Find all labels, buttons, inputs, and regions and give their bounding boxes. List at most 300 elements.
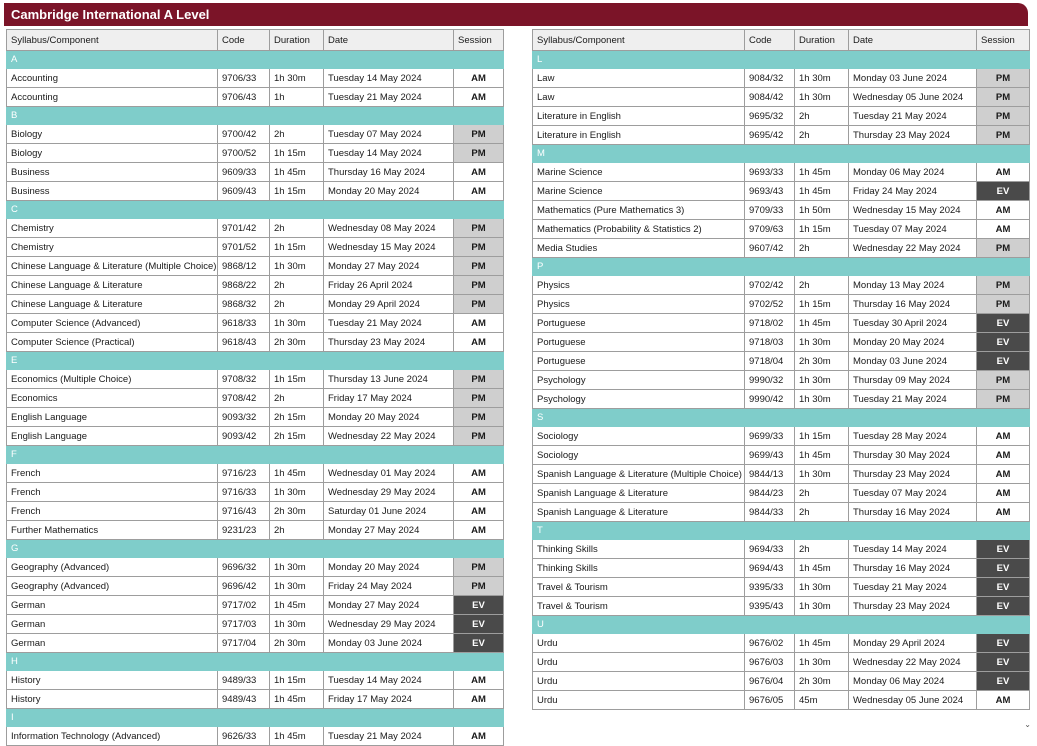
date-cell: Tuesday 14 May 2024 xyxy=(324,671,454,690)
date-cell: Thursday 30 May 2024 xyxy=(849,446,977,465)
syllabus-cell: History xyxy=(7,671,218,690)
syllabus-cell: Mathematics (Pure Mathematics 3) xyxy=(533,201,745,220)
duration-cell: 1h 30m xyxy=(795,597,849,616)
letter-label: L xyxy=(533,51,1030,69)
date-cell: Thursday 16 May 2024 xyxy=(324,163,454,182)
duration-cell: 1h 15m xyxy=(270,182,324,201)
syllabus-cell: Sociology xyxy=(533,427,745,446)
duration-cell: 2h xyxy=(795,239,849,258)
session-cell: AM xyxy=(454,671,504,690)
code-cell: 9709/33 xyxy=(745,201,795,220)
syllabus-cell: Literature in English xyxy=(533,126,745,145)
duration-cell: 2h 30m xyxy=(270,634,324,653)
code-cell: 9693/33 xyxy=(745,163,795,182)
date-cell: Tuesday 21 May 2024 xyxy=(324,727,454,746)
duration-cell: 2h xyxy=(795,276,849,295)
date-cell: Monday 03 June 2024 xyxy=(324,634,454,653)
date-cell: Wednesday 15 May 2024 xyxy=(324,238,454,257)
syllabus-cell: French xyxy=(7,464,218,483)
date-cell: Friday 26 April 2024 xyxy=(324,276,454,295)
code-cell: 9718/02 xyxy=(745,314,795,333)
duration-cell: 1h 30m xyxy=(795,333,849,352)
syllabus-cell: Chinese Language & Literature (Multiple Choice) xyxy=(7,257,218,276)
timetable-right xyxy=(532,29,1030,710)
duration-cell: 1h 45m xyxy=(795,634,849,653)
table-row xyxy=(533,597,1030,616)
table-row xyxy=(7,483,504,502)
table-row xyxy=(7,671,504,690)
syllabus-cell: Physics xyxy=(533,276,745,295)
syllabus-cell: French xyxy=(7,483,218,502)
table-row xyxy=(7,163,504,182)
table-row xyxy=(7,558,504,577)
table-row xyxy=(533,559,1030,578)
syllabus-cell: French xyxy=(7,502,218,521)
table-row xyxy=(7,596,504,615)
session-cell: AM xyxy=(454,88,504,107)
code-cell: 9709/63 xyxy=(745,220,795,239)
code-cell: 9716/23 xyxy=(218,464,270,483)
table-row xyxy=(533,371,1030,390)
code-cell: 9701/42 xyxy=(218,219,270,238)
syllabus-cell: Media Studies xyxy=(533,239,745,258)
session-cell: AM xyxy=(454,163,504,182)
code-cell: 9696/32 xyxy=(218,558,270,577)
page-corner-mark: ⌄ xyxy=(1024,720,1031,729)
code-cell: 9701/52 xyxy=(218,238,270,257)
date-cell: Friday 24 May 2024 xyxy=(849,182,977,201)
date-cell: Monday 27 May 2024 xyxy=(324,257,454,276)
syllabus-cell: Urdu xyxy=(533,653,745,672)
code-cell: 9868/22 xyxy=(218,276,270,295)
syllabus-cell: Chemistry xyxy=(7,219,218,238)
session-cell: AM xyxy=(454,483,504,502)
code-cell: 9618/33 xyxy=(218,314,270,333)
date-cell: Wednesday 22 May 2024 xyxy=(324,427,454,446)
duration-cell: 1h 30m xyxy=(270,577,324,596)
session-cell: PM xyxy=(454,257,504,276)
session-cell: AM xyxy=(977,484,1030,503)
code-cell: 9844/13 xyxy=(745,465,795,484)
letter-row xyxy=(533,51,1030,69)
session-cell: PM xyxy=(454,408,504,427)
duration-cell: 2h xyxy=(270,125,324,144)
duration-cell: 1h 30m xyxy=(270,615,324,634)
session-cell: AM xyxy=(977,503,1030,522)
table-row xyxy=(533,201,1030,220)
code-cell: 9699/33 xyxy=(745,427,795,446)
code-cell: 9489/43 xyxy=(218,690,270,709)
table-row xyxy=(533,653,1030,672)
duration-cell: 2h xyxy=(270,276,324,295)
letter-row xyxy=(7,540,504,558)
code-cell: 9676/02 xyxy=(745,634,795,653)
date-cell: Thursday 16 May 2024 xyxy=(849,559,977,578)
table-row xyxy=(533,69,1030,88)
session-cell: PM xyxy=(454,389,504,408)
table-row xyxy=(533,182,1030,201)
syllabus-cell: Psychology xyxy=(533,371,745,390)
date-cell: Tuesday 21 May 2024 xyxy=(849,107,977,126)
duration-cell: 2h 30m xyxy=(270,333,324,352)
code-cell: 9718/04 xyxy=(745,352,795,371)
session-cell: AM xyxy=(977,201,1030,220)
table-row xyxy=(7,427,504,446)
code-cell: 9694/33 xyxy=(745,540,795,559)
code-cell: 9717/03 xyxy=(218,615,270,634)
letter-row xyxy=(7,709,504,727)
letter-label: A xyxy=(7,51,504,69)
letter-row xyxy=(7,51,504,69)
duration-cell: 1h 15m xyxy=(795,427,849,446)
table-row xyxy=(533,540,1030,559)
letter-row xyxy=(533,145,1030,163)
syllabus-cell: Travel & Tourism xyxy=(533,578,745,597)
date-cell: Tuesday 21 May 2024 xyxy=(324,314,454,333)
duration-cell: 1h xyxy=(270,88,324,107)
date-cell: Thursday 16 May 2024 xyxy=(849,503,977,522)
table-row xyxy=(533,484,1030,503)
date-cell: Tuesday 07 May 2024 xyxy=(849,484,977,503)
code-cell: 9716/33 xyxy=(218,483,270,502)
table-row xyxy=(533,427,1030,446)
code-cell: 9696/42 xyxy=(218,577,270,596)
syllabus-cell: Marine Science xyxy=(533,163,745,182)
code-cell: 9489/33 xyxy=(218,671,270,690)
date-cell: Wednesday 15 May 2024 xyxy=(849,201,977,220)
duration-cell: 2h 30m xyxy=(795,352,849,371)
letter-label: M xyxy=(533,145,1030,163)
session-cell: PM xyxy=(977,126,1030,145)
letter-label: S xyxy=(533,409,1030,427)
syllabus-cell: Spanish Language & Literature xyxy=(533,484,745,503)
date-cell: Monday 03 June 2024 xyxy=(849,69,977,88)
code-cell: 9231/23 xyxy=(218,521,270,540)
table-row xyxy=(533,352,1030,371)
date-cell: Monday 03 June 2024 xyxy=(849,352,977,371)
duration-cell: 2h xyxy=(270,389,324,408)
session-cell: AM xyxy=(454,333,504,352)
session-cell: EV xyxy=(977,314,1030,333)
session-cell: EV xyxy=(977,672,1030,691)
table-row xyxy=(533,314,1030,333)
table-row xyxy=(7,577,504,596)
date-cell: Tuesday 28 May 2024 xyxy=(849,427,977,446)
session-cell: EV xyxy=(977,182,1030,201)
table-row xyxy=(7,464,504,483)
date-cell: Monday 20 May 2024 xyxy=(324,182,454,201)
session-cell: AM xyxy=(977,465,1030,484)
syllabus-cell: Portuguese xyxy=(533,314,745,333)
syllabus-cell: Computer Science (Practical) xyxy=(7,333,218,352)
syllabus-cell: German xyxy=(7,615,218,634)
session-cell: PM xyxy=(454,144,504,163)
header-code: Code xyxy=(745,30,795,51)
timetable-left xyxy=(6,29,504,746)
session-cell: PM xyxy=(454,295,504,314)
session-cell: EV xyxy=(977,559,1030,578)
syllabus-cell: Thinking Skills xyxy=(533,559,745,578)
letter-label: I xyxy=(7,709,504,727)
syllabus-cell: Psychology xyxy=(533,390,745,409)
header-session: Session xyxy=(454,30,504,51)
duration-cell: 2h xyxy=(270,521,324,540)
date-cell: Tuesday 14 May 2024 xyxy=(849,540,977,559)
table-row xyxy=(7,521,504,540)
date-cell: Friday 17 May 2024 xyxy=(324,389,454,408)
session-cell: PM xyxy=(454,125,504,144)
table-row xyxy=(533,503,1030,522)
code-cell: 9676/05 xyxy=(745,691,795,710)
date-cell: Monday 27 May 2024 xyxy=(324,596,454,615)
letter-label: G xyxy=(7,540,504,558)
session-cell: AM xyxy=(977,446,1030,465)
date-cell: Wednesday 05 June 2024 xyxy=(849,88,977,107)
code-cell: 9717/02 xyxy=(218,596,270,615)
code-cell: 9718/03 xyxy=(745,333,795,352)
table-header-row xyxy=(533,30,1030,51)
syllabus-cell: Chinese Language & Literature xyxy=(7,295,218,314)
session-cell: AM xyxy=(454,464,504,483)
date-cell: Tuesday 30 April 2024 xyxy=(849,314,977,333)
syllabus-cell: Portuguese xyxy=(533,333,745,352)
table-row xyxy=(7,502,504,521)
session-cell: AM xyxy=(454,502,504,521)
table-row xyxy=(7,125,504,144)
code-cell: 9695/32 xyxy=(745,107,795,126)
session-cell: AM xyxy=(454,521,504,540)
header-syllabus: Syllabus/Component xyxy=(7,30,218,51)
session-cell: AM xyxy=(977,220,1030,239)
date-cell: Thursday 09 May 2024 xyxy=(849,371,977,390)
code-cell: 9700/52 xyxy=(218,144,270,163)
syllabus-cell: Accounting xyxy=(7,69,218,88)
header-duration: Duration xyxy=(795,30,849,51)
syllabus-cell: Geography (Advanced) xyxy=(7,577,218,596)
duration-cell: 1h 45m xyxy=(270,464,324,483)
syllabus-cell: History xyxy=(7,690,218,709)
letter-label: T xyxy=(533,522,1030,540)
table-row xyxy=(7,295,504,314)
table-row xyxy=(7,238,504,257)
table-row xyxy=(533,220,1030,239)
letter-row xyxy=(7,446,504,464)
syllabus-cell: English Language xyxy=(7,408,218,427)
session-cell: EV xyxy=(977,597,1030,616)
session-cell: EV xyxy=(977,634,1030,653)
date-cell: Thursday 23 May 2024 xyxy=(849,126,977,145)
syllabus-cell: Chemistry xyxy=(7,238,218,257)
duration-cell: 1h 30m xyxy=(270,483,324,502)
code-cell: 9708/42 xyxy=(218,389,270,408)
code-cell: 9716/43 xyxy=(218,502,270,521)
date-cell: Monday 06 May 2024 xyxy=(849,163,977,182)
header-session: Session xyxy=(977,30,1030,51)
syllabus-cell: German xyxy=(7,634,218,653)
duration-cell: 1h 30m xyxy=(270,257,324,276)
code-cell: 9990/32 xyxy=(745,371,795,390)
header-duration: Duration xyxy=(270,30,324,51)
date-cell: Wednesday 22 May 2024 xyxy=(849,239,977,258)
duration-cell: 1h 15m xyxy=(270,370,324,389)
syllabus-cell: Business xyxy=(7,182,218,201)
session-cell: AM xyxy=(454,314,504,333)
header-date: Date xyxy=(324,30,454,51)
code-cell: 9702/52 xyxy=(745,295,795,314)
duration-cell: 1h 30m xyxy=(795,69,849,88)
table-row xyxy=(533,126,1030,145)
syllabus-cell: Computer Science (Advanced) xyxy=(7,314,218,333)
code-cell: 9717/04 xyxy=(218,634,270,653)
code-cell: 9618/43 xyxy=(218,333,270,352)
table-row xyxy=(7,389,504,408)
session-cell: AM xyxy=(454,69,504,88)
letter-row xyxy=(7,653,504,671)
code-cell: 9093/32 xyxy=(218,408,270,427)
session-cell: AM xyxy=(977,163,1030,182)
session-cell: PM xyxy=(977,69,1030,88)
date-cell: Monday 06 May 2024 xyxy=(849,672,977,691)
duration-cell: 2h xyxy=(795,126,849,145)
code-cell: 9084/32 xyxy=(745,69,795,88)
session-cell: PM xyxy=(977,371,1030,390)
letter-label: F xyxy=(7,446,504,464)
table-row xyxy=(7,88,504,107)
duration-cell: 45m xyxy=(795,691,849,710)
syllabus-cell: Information Technology (Advanced) xyxy=(7,727,218,746)
duration-cell: 1h 45m xyxy=(270,596,324,615)
syllabus-cell: Business xyxy=(7,163,218,182)
duration-cell: 2h 15m xyxy=(270,408,324,427)
code-cell: 9693/43 xyxy=(745,182,795,201)
table-row xyxy=(7,408,504,427)
session-cell: PM xyxy=(454,577,504,596)
date-cell: Tuesday 07 May 2024 xyxy=(849,220,977,239)
syllabus-cell: Economics (Multiple Choice) xyxy=(7,370,218,389)
letter-label: E xyxy=(7,352,504,370)
duration-cell: 1h 15m xyxy=(795,295,849,314)
session-cell: PM xyxy=(977,295,1030,314)
code-cell: 9990/42 xyxy=(745,390,795,409)
duration-cell: 1h 50m xyxy=(795,201,849,220)
date-cell: Tuesday 21 May 2024 xyxy=(324,88,454,107)
session-cell: EV xyxy=(454,634,504,653)
code-cell: 9708/32 xyxy=(218,370,270,389)
syllabus-cell: Physics xyxy=(533,295,745,314)
date-cell: Thursday 23 May 2024 xyxy=(849,597,977,616)
session-cell: PM xyxy=(977,239,1030,258)
letter-row xyxy=(7,201,504,219)
duration-cell: 1h 30m xyxy=(795,465,849,484)
date-cell: Wednesday 05 June 2024 xyxy=(849,691,977,710)
table-row xyxy=(533,239,1030,258)
duration-cell: 1h 45m xyxy=(795,446,849,465)
date-cell: Thursday 16 May 2024 xyxy=(849,295,977,314)
duration-cell: 2h xyxy=(795,107,849,126)
letter-label: U xyxy=(533,616,1030,634)
date-cell: Wednesday 01 May 2024 xyxy=(324,464,454,483)
session-cell: PM xyxy=(454,370,504,389)
duration-cell: 1h 30m xyxy=(270,314,324,333)
duration-cell: 1h 15m xyxy=(795,220,849,239)
letter-row xyxy=(533,409,1030,427)
date-cell: Wednesday 29 May 2024 xyxy=(324,483,454,502)
session-cell: AM xyxy=(454,727,504,746)
date-cell: Monday 27 May 2024 xyxy=(324,521,454,540)
date-cell: Monday 13 May 2024 xyxy=(849,276,977,295)
duration-cell: 1h 45m xyxy=(795,559,849,578)
table-row xyxy=(533,465,1030,484)
table-row xyxy=(7,219,504,238)
date-cell: Monday 20 May 2024 xyxy=(324,408,454,427)
date-cell: Saturday 01 June 2024 xyxy=(324,502,454,521)
syllabus-cell: Further Mathematics xyxy=(7,521,218,540)
syllabus-cell: Literature in English xyxy=(533,107,745,126)
session-cell: EV xyxy=(454,615,504,634)
date-cell: Tuesday 07 May 2024 xyxy=(324,125,454,144)
duration-cell: 1h 45m xyxy=(795,163,849,182)
letter-label: C xyxy=(7,201,504,219)
syllabus-cell: Biology xyxy=(7,125,218,144)
date-cell: Monday 29 April 2024 xyxy=(849,634,977,653)
syllabus-cell: Mathematics (Probability & Statistics 2) xyxy=(533,220,745,239)
table-row xyxy=(533,578,1030,597)
duration-cell: 2h 30m xyxy=(795,672,849,691)
date-cell: Friday 17 May 2024 xyxy=(324,690,454,709)
code-cell: 9626/33 xyxy=(218,727,270,746)
header-date: Date xyxy=(849,30,977,51)
code-cell: 9700/42 xyxy=(218,125,270,144)
syllabus-cell: Economics xyxy=(7,389,218,408)
session-cell: AM xyxy=(454,182,504,201)
letter-label: B xyxy=(7,107,504,125)
duration-cell: 2h xyxy=(795,484,849,503)
syllabus-cell: Travel & Tourism xyxy=(533,597,745,616)
letter-label: P xyxy=(533,258,1030,276)
duration-cell: 1h 30m xyxy=(795,390,849,409)
session-cell: PM xyxy=(454,219,504,238)
syllabus-cell: Geography (Advanced) xyxy=(7,558,218,577)
header-syllabus: Syllabus/Component xyxy=(533,30,745,51)
session-cell: PM xyxy=(454,238,504,257)
duration-cell: 2h xyxy=(270,295,324,314)
duration-cell: 2h 15m xyxy=(270,427,324,446)
syllabus-cell: Sociology xyxy=(533,446,745,465)
date-cell: Wednesday 29 May 2024 xyxy=(324,615,454,634)
duration-cell: 1h 15m xyxy=(270,144,324,163)
syllabus-cell: Urdu xyxy=(533,634,745,653)
page-title: Cambridge International A Level xyxy=(11,7,210,22)
duration-cell: 1h 45m xyxy=(270,727,324,746)
duration-cell: 1h 30m xyxy=(795,653,849,672)
syllabus-cell: Biology xyxy=(7,144,218,163)
letter-row xyxy=(533,522,1030,540)
duration-cell: 1h 30m xyxy=(270,558,324,577)
date-cell: Thursday 13 June 2024 xyxy=(324,370,454,389)
code-cell: 9676/04 xyxy=(745,672,795,691)
date-cell: Thursday 23 May 2024 xyxy=(849,465,977,484)
code-cell: 9609/33 xyxy=(218,163,270,182)
table-row xyxy=(7,276,504,295)
session-cell: PM xyxy=(977,107,1030,126)
syllabus-cell: German xyxy=(7,596,218,615)
code-cell: 9702/42 xyxy=(745,276,795,295)
letter-row xyxy=(7,107,504,125)
date-cell: Thursday 23 May 2024 xyxy=(324,333,454,352)
duration-cell: 1h 45m xyxy=(270,163,324,182)
date-cell: Wednesday 08 May 2024 xyxy=(324,219,454,238)
session-cell: PM xyxy=(977,88,1030,107)
